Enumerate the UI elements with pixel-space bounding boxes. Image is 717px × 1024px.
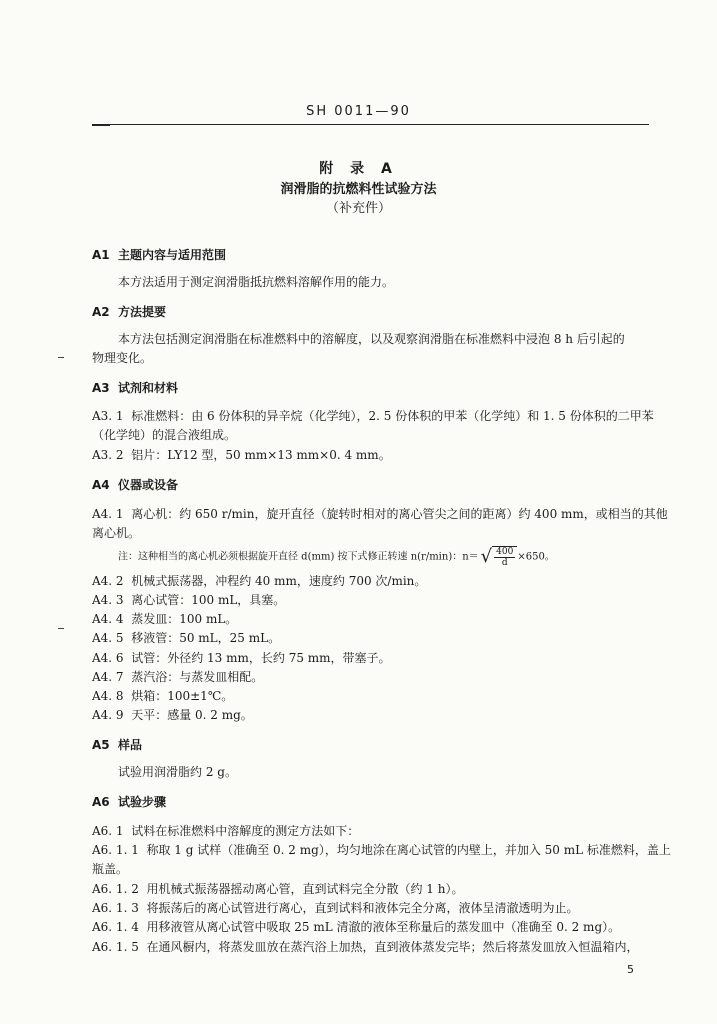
item-number: A3. 1 [92,409,124,423]
item-a4-3 [92,591,285,608]
section-title: 试剂和材料 [118,381,179,395]
item-a4-8 [92,687,233,704]
item-number: A6. 1 [92,824,124,838]
item-text: 将振荡后的离心试管进行离心，直到试料和液体完全分离，液体呈清澈透明为止。 [146,901,579,915]
item-text: 铝片：LY12 型，50 mm×13 mm×0. 4 mm。 [131,448,391,462]
item-text: 用机械式振荡器摇动离心管，直到试料完全分散（约 1 h）。 [146,882,464,896]
item-number: A6. 1. 4 [92,920,139,934]
item-a6-1 [92,822,359,839]
sqrt-sign: √ [480,546,493,567]
page-number: 5 [627,963,634,976]
section-number: A3 [92,381,110,395]
section-a2-text-line-1: 本方法包括测定润滑脂在标准燃料中的溶解度，以及观察润滑脂在标准燃料中浸泡 8 h 后引起的 [118,332,625,346]
note-prefix: 注：这种相当的离心机必须根据旋开直径 d(mm) 按下式修正转速 n(r/min)：n＝ [118,551,479,563]
item-text: 离心机：约 650 r/min，旋开直径（旋转时相对的离心管尖之间的距离）约 400 mm，或相当的其他 [131,507,668,521]
item-text: 蒸发皿：100 mL。 [131,612,238,626]
section-title: 主题内容与适用范围 [118,248,227,262]
section-a3-heading [92,379,178,396]
item-text: 离心试管：100 mL，具塞。 [131,593,286,607]
section-title: 样品 [118,738,143,752]
item-text: 机械式振荡器，冲程约 40 mm，速度约 700 次/min。 [131,574,427,588]
sqrt-radicand [492,546,517,568]
standard-code: SH 0011—90 [306,104,411,119]
item-a4-5 [92,629,280,646]
item-text: 在通风橱内，将蒸发皿放在蒸汽浴上加热，直到液体蒸发完毕；然后将蒸发皿放入恒温箱内， [146,940,639,954]
item-a4-6 [92,649,391,666]
item-number: A4. 1 [92,507,124,521]
item-number: A4. 6 [92,651,124,665]
centrifuge-note [118,546,555,568]
item-number: A4. 5 [92,631,124,645]
item-a3-1-continued: （化学纯）的混合液组成。 [92,428,237,442]
item-number: A4. 7 [92,670,124,684]
item-a6-1-2 [92,880,463,897]
item-number: A6. 1. 3 [92,901,139,915]
item-text: 标准燃料：由 6 份体积的异辛烷（化学纯），2. 5 份体积的甲苯（化学纯）和 1. 5 份体积的二甲苯 [131,409,654,423]
item-text: 试料在标准燃料中溶解度的测定方法如下： [131,824,360,838]
item-text: 称取 1 g 试样（准确至 0. 2 mg），均匀地涂在离心试管的内壁上，并加入 50 mL 标准燃料，盖上 [146,843,671,857]
binding-mark [58,628,64,629]
item-a6-1-5 [92,938,638,955]
section-a1-text: 本方法适用于测定润滑脂抵抗燃料溶解作用的能力。 [118,275,395,289]
section-title: 仪器或设备 [118,478,179,492]
item-text: 蒸汽浴：与蒸发皿相配。 [131,670,264,684]
section-number: A5 [92,738,110,752]
item-a4-2 [92,572,426,589]
formula-fraction [494,547,515,568]
section-a1-heading [92,246,226,263]
item-a4-9 [92,706,253,723]
section-a5-text: 试验用润滑脂约 2 g。 [118,765,237,779]
section-title: 试验步骤 [118,795,167,809]
section-number: A4 [92,478,110,492]
item-a6-1-1-continued: 瓶盖。 [92,862,129,876]
item-text: 移液管：50 mL，25 mL。 [131,631,281,645]
item-a6-1-4 [92,918,620,935]
item-number: A3. 2 [92,448,124,462]
item-number: A6. 1. 5 [92,940,139,954]
section-a2-text-line-2: 物理变化。 [92,351,153,365]
item-number: A4. 2 [92,574,124,588]
item-number: A4. 4 [92,612,124,626]
item-text: 试管：外径约 13 mm，长约 75 mm，带塞子。 [131,651,391,665]
appendix-note: （补充件） [325,201,391,216]
item-number: A6. 1. 2 [92,882,139,896]
header-rule-tick [92,124,110,126]
section-a2-heading [92,303,166,320]
section-a6-heading [92,793,166,810]
item-text: 天平：感量 0. 2 mg。 [131,708,253,722]
item-a3-2 [92,446,391,463]
fraction-denominator: d [501,558,508,568]
item-number: A4. 8 [92,689,124,703]
item-text: 用移液管从离心试管中吸取 25 mL 清澈的液体至称量后的蒸发皿中（准确至 0. 2 mg）。 [146,920,621,934]
item-a3-1 [92,407,654,424]
section-number: A2 [92,305,110,319]
binding-mark [58,357,64,358]
fraction-numerator: 400 [496,547,514,557]
section-title: 方法提要 [118,305,167,319]
appendix-label: 附 录 A [319,161,398,177]
section-number: A6 [92,795,110,809]
item-a4-4 [92,610,237,627]
item-number: A4. 3 [92,593,124,607]
appendix-title: 润滑脂的抗燃料性试验方法 [280,182,437,197]
item-a4-7 [92,668,263,685]
section-a4-heading [92,476,178,493]
item-number: A6. 1. 1 [92,843,139,857]
item-text: 烘箱：100±1℃。 [131,689,234,703]
item-a4-1-continued: 离心机。 [92,526,141,540]
item-a6-1-1 [92,841,671,858]
section-a5-heading [92,736,142,753]
item-number: A4. 9 [92,708,124,722]
header-rule [92,124,649,125]
item-a4-1 [92,505,668,522]
section-number: A1 [92,248,110,262]
item-a6-1-3 [92,899,578,916]
note-suffix: ×650。 [517,551,555,563]
